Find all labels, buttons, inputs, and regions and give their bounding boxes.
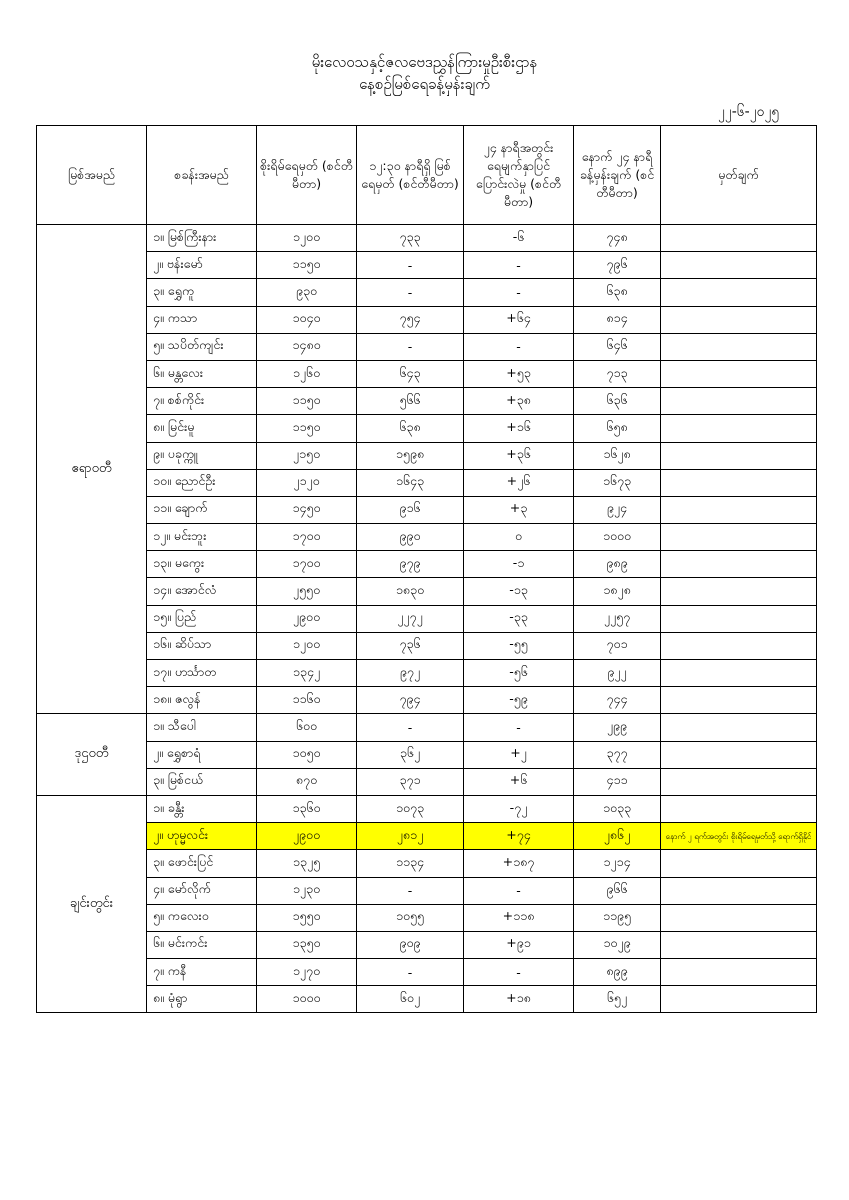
danger-level: ၆၀၀: [257, 714, 357, 741]
danger-level: ၁၃၅၀: [257, 931, 357, 958]
remark: [661, 469, 817, 496]
remark: [661, 442, 817, 469]
station-name: ၈။ မုံရွာ: [147, 986, 257, 1013]
current-level: ၉၇၂: [357, 660, 464, 687]
forecast-level: ၇၄၄: [574, 687, 661, 714]
station-name: ၂။ ဗန်းမော်: [147, 252, 257, 279]
forecast-level: ၇၄၈: [574, 225, 661, 252]
current-level: ၁၈၃၀: [357, 578, 464, 605]
danger-level: ၁၀၅၀: [257, 741, 357, 768]
table-row: [37, 333, 817, 360]
remark: [661, 605, 817, 632]
forecast-level: ၆၅၂: [574, 986, 661, 1013]
table-row: [37, 741, 817, 768]
danger-level: ၁၁၅၀: [257, 388, 357, 415]
danger-level: ၁၇၀၀: [257, 551, 357, 578]
forecast-level: ၉၈၉: [574, 551, 661, 578]
station-name: ၆။ မန္တလေး: [147, 360, 257, 387]
danger-level: ၁၃၂၅: [257, 850, 357, 877]
table-row: [37, 442, 817, 469]
danger-level: ၁၅၅၀: [257, 904, 357, 931]
remark: [661, 632, 817, 659]
danger-level: ၁၇၀၀: [257, 524, 357, 551]
remark: [661, 225, 817, 252]
station-name: ၉။ ပခုက္ကူ: [147, 442, 257, 469]
danger-level: ၉၃၀: [257, 279, 357, 306]
remark: [661, 306, 817, 333]
table-row: [37, 360, 817, 387]
table-row: [37, 388, 817, 415]
level-change: +၁၁၈: [464, 904, 574, 931]
station-name: ၁၀။ ညောင်ဦး: [147, 469, 257, 496]
level-change: -၅၅: [464, 632, 574, 659]
level-change: -၁: [464, 551, 574, 578]
col-header-danger-level: စိုးရိမ်ရေမှတ် (စင်တီမီတာ): [257, 126, 357, 225]
level-change: -: [464, 252, 574, 279]
forecast-level: ၂၂၅၇: [574, 605, 661, 632]
danger-level: ၁၂၇၀: [257, 959, 357, 986]
station-name: ၁။ ခန္တီး: [147, 795, 257, 822]
current-level: ၉၉၀: [357, 524, 464, 551]
remark: [661, 687, 817, 714]
danger-level: ၂၁၅၀: [257, 442, 357, 469]
danger-level: ၁၂၃၀: [257, 877, 357, 904]
current-level: ၇၃၃: [357, 225, 464, 252]
current-level: -: [357, 252, 464, 279]
remark: [661, 279, 817, 306]
table-row: [37, 605, 817, 632]
forecast-level: ၁၀၂၉: [574, 931, 661, 958]
remark: [661, 931, 817, 958]
col-header-current-level: ၁၂:၃၀ နာရီရှိ မြစ်ရေမှတ် (စင်တီမီတာ): [357, 126, 464, 225]
current-level: -: [357, 279, 464, 306]
forecast-level: ၆၃၆: [574, 388, 661, 415]
current-level: ၇၅၄: [357, 306, 464, 333]
table-row: [37, 279, 817, 306]
danger-level: ၁၁၆၀: [257, 687, 357, 714]
level-change: -: [464, 959, 574, 986]
table-row: [37, 660, 817, 687]
remark: [661, 388, 817, 415]
remark: [661, 904, 817, 931]
current-level: ၇၉၄: [357, 687, 464, 714]
danger-level: ၂၁၂၀: [257, 469, 357, 496]
forecast-level: ၁၆၇၃: [574, 469, 661, 496]
level-change: +၆၄: [464, 306, 574, 333]
danger-level: ၂၅၅၀: [257, 578, 357, 605]
station-name: ၁၄။ အောင်လံ: [147, 578, 257, 605]
table-row: [37, 306, 817, 333]
current-level: ၃၇၁: [357, 768, 464, 795]
station-name: ၄။ ကသာ: [147, 306, 257, 333]
station-name: ၁။ သီပေါ: [147, 714, 257, 741]
current-level: ၉၁၆: [357, 496, 464, 523]
station-name: ၃။ ဖောင်းပြင်: [147, 850, 257, 877]
level-change: -: [464, 333, 574, 360]
station-name: ၅။ သပိတ်ကျင်း: [147, 333, 257, 360]
remark: [661, 333, 817, 360]
station-name: ၁၇။ ဟင်္သာတ: [147, 660, 257, 687]
remark: [661, 360, 817, 387]
level-change: -၇၂: [464, 795, 574, 822]
remark: [661, 578, 817, 605]
level-change: +၃၆: [464, 442, 574, 469]
table-row: [37, 524, 817, 551]
table-row: [37, 986, 817, 1013]
current-level: ၆၄၃: [357, 360, 464, 387]
table-body: [37, 225, 817, 1013]
station-name: ၃။ ရွှေကူ: [147, 279, 257, 306]
table-row: [37, 768, 817, 795]
report-date: ၂၂-၆-၂၀၂၅: [718, 104, 780, 120]
forecast-level: ၄၁၁: [574, 768, 661, 795]
table-row: [37, 252, 817, 279]
forecast-level: ၁၆၂၈: [574, 442, 661, 469]
table-row: [37, 469, 817, 496]
page-subtitle: နေ့စဉ်မြစ်ရေခန့်မှန်းချက်: [359, 75, 490, 93]
remark: [661, 959, 817, 986]
station-name: ၃။ မြစ်ငယ်: [147, 768, 257, 795]
level-change: +၅၃: [464, 360, 574, 387]
level-change: -၆: [464, 225, 574, 252]
station-name: ၁၅။ ပြည်: [147, 605, 257, 632]
current-level: ၂၂၇၂: [357, 605, 464, 632]
remark: [661, 850, 817, 877]
forecast-level: ၉၂၄: [574, 496, 661, 523]
forecast-level: ၇၁၃: [574, 360, 661, 387]
danger-level: ၁၂၆၀: [257, 360, 357, 387]
danger-level: ၁၄၅၀: [257, 496, 357, 523]
current-level: ၉၇၉: [357, 551, 464, 578]
station-name: ၁၂။ မင်းဘူး: [147, 524, 257, 551]
river-forecast-table: [36, 125, 817, 1013]
current-level: ၆၀၂: [357, 986, 464, 1013]
level-change: -: [464, 279, 574, 306]
table-row: [37, 714, 817, 741]
remark: [661, 551, 817, 578]
col-header-change: ၂၄ နာရီအတွင်း ရေမျက်နှာပြင် ပြောင်းလဲမှု (စင်တီမီတာ): [464, 126, 574, 225]
level-change: -၃၃: [464, 605, 574, 632]
remark: [661, 741, 817, 768]
current-level: ၁၀၇၃: [357, 795, 464, 822]
station-name: ၇။ စစ်ကိုင်း: [147, 388, 257, 415]
level-change: +၁၈: [464, 986, 574, 1013]
danger-level: ၁၂၀၀: [257, 225, 357, 252]
current-level: ၃၆၂: [357, 741, 464, 768]
forecast-level: ၆၄၆: [574, 333, 661, 360]
current-level: ၁၅၉၈: [357, 442, 464, 469]
station-name: ၇။ ကနီ: [147, 959, 257, 986]
table-row: [37, 795, 817, 822]
table-row: [37, 551, 817, 578]
level-change: -၅၆: [464, 660, 574, 687]
forecast-level: ၇၀၁: [574, 632, 661, 659]
forecast-level: ၉၂၂: [574, 660, 661, 687]
level-change: +၂: [464, 741, 574, 768]
station-name: ၁။ မြစ်ကြီးနား: [147, 225, 257, 252]
station-name: ၆။ မင်းကင်း: [147, 931, 257, 958]
remark: [661, 252, 817, 279]
river-name: ဒုဌဝတီ: [37, 714, 147, 796]
danger-level: ၁၄၈၀: [257, 333, 357, 360]
table-row: [37, 877, 817, 904]
table-row: [37, 850, 817, 877]
table-row: [37, 931, 817, 958]
table-row: [37, 959, 817, 986]
current-level: ၉၀၉: [357, 931, 464, 958]
danger-level: ၁၃၄၂: [257, 660, 357, 687]
table-row: [37, 578, 817, 605]
danger-level: ၁၀၀၀: [257, 986, 357, 1013]
table-row: [37, 496, 817, 523]
table-row: [37, 904, 817, 931]
level-change: +၇၄: [464, 823, 574, 850]
level-change: -၁၃: [464, 578, 574, 605]
level-change: +၉၁: [464, 931, 574, 958]
table-row: [37, 632, 817, 659]
danger-level: ၂၉၀၀: [257, 605, 357, 632]
remark: [661, 877, 817, 904]
level-change: -: [464, 714, 574, 741]
col-header-forecast: နောက် ၂၄ နာရီ ခန့်မှန်းချက် (စင်တီမီတာ): [574, 126, 661, 225]
level-change: ၀: [464, 524, 574, 551]
current-level: ၅၆၆: [357, 388, 464, 415]
danger-level: ၁၂၀၀: [257, 632, 357, 659]
current-level: ၂၈၁၂: [357, 823, 464, 850]
forecast-level: ၁၁၉၅: [574, 904, 661, 931]
danger-level: ၁၃၆၀: [257, 795, 357, 822]
danger-level: ၁၁၅၀: [257, 252, 357, 279]
station-name: ၄။ မော်လိုက်: [147, 877, 257, 904]
station-name: ၂။ ဟုမ္မလင်း: [147, 823, 257, 850]
level-change: +၂၆: [464, 469, 574, 496]
remark: [661, 415, 817, 442]
forecast-level: ၆၃၈: [574, 279, 661, 306]
current-level: ၇၃၆: [357, 632, 464, 659]
table-row: [37, 687, 817, 714]
level-change: +၆: [464, 768, 574, 795]
level-change: +၁၈၇: [464, 850, 574, 877]
remark: [661, 795, 817, 822]
remark: [661, 660, 817, 687]
level-change: +၁၆: [464, 415, 574, 442]
forecast-level: ၇၉၆: [574, 252, 661, 279]
current-level: -: [357, 959, 464, 986]
forecast-level: ၆၅၈: [574, 415, 661, 442]
river-name: ဧရာဝတီ: [37, 225, 147, 714]
station-name: ၁၈။ ဇလွန်: [147, 687, 257, 714]
remark: [661, 714, 817, 741]
page-title: မိုးလေဝသနှင့်ဇလဗေဒညွှန်ကြားမှုဦးစီးဌာန: [311, 53, 538, 71]
table-row: [37, 225, 817, 252]
danger-level: ၈၇၀: [257, 768, 357, 795]
danger-level: ၂၉၀၀: [257, 823, 357, 850]
remark: [661, 524, 817, 551]
forecast-level: ၈၁၄: [574, 306, 661, 333]
forecast-level: ၉၆၆: [574, 877, 661, 904]
forecast-level: ၁၀၀၀: [574, 524, 661, 551]
remark: [661, 986, 817, 1013]
forecast-level: ၂၉၉: [574, 714, 661, 741]
danger-level: ၁၁၅၀: [257, 415, 357, 442]
forecast-level: ၁၈၂၈: [574, 578, 661, 605]
remark: [661, 496, 817, 523]
level-change: -: [464, 877, 574, 904]
current-level: -: [357, 333, 464, 360]
station-name: ၂။ ရွှေစာရံ: [147, 741, 257, 768]
station-name: ၁၆။ ဆိပ်သာ: [147, 632, 257, 659]
remark: [661, 768, 817, 795]
forecast-level: ၁၂၁၄: [574, 850, 661, 877]
current-level: -: [357, 714, 464, 741]
current-level: ၁၀၅၅: [357, 904, 464, 931]
level-change: +၃၈: [464, 388, 574, 415]
forecast-level: ၂၈၆၂: [574, 823, 661, 850]
danger-level: ၁၀၄၀: [257, 306, 357, 333]
level-change: -၅၉: [464, 687, 574, 714]
forecast-level: ၁၀၃၃: [574, 795, 661, 822]
table-row: [37, 415, 817, 442]
river-name: ချင်းတွင်း: [37, 795, 147, 1013]
remark: နောက် ၂ ရက်အတွင်း စိုးရိမ်ရေမှတ်သို့ ရောက်ရှိနိုင်: [661, 823, 817, 850]
current-level: ၁၆၄၃: [357, 469, 464, 496]
table-row: [37, 823, 817, 850]
current-level: ၁၁၃၄: [357, 850, 464, 877]
station-name: ၈။ မြင်းမူ: [147, 415, 257, 442]
col-header-remark: မှတ်ချက်: [661, 126, 817, 225]
level-change: +၃: [464, 496, 574, 523]
station-name: ၁၁။ ချောက်: [147, 496, 257, 523]
col-header-river: မြစ်အမည်: [37, 126, 147, 225]
forecast-level: ၈၉၉: [574, 959, 661, 986]
station-name: ၁၃။ မကွေး: [147, 551, 257, 578]
current-level: -: [357, 877, 464, 904]
col-header-station: စခန်းအမည်: [147, 126, 257, 225]
forecast-level: ၃၇၇: [574, 741, 661, 768]
current-level: ၆၃၈: [357, 415, 464, 442]
table-header-row: [37, 126, 817, 225]
station-name: ၅။ ကလေးဝ: [147, 904, 257, 931]
